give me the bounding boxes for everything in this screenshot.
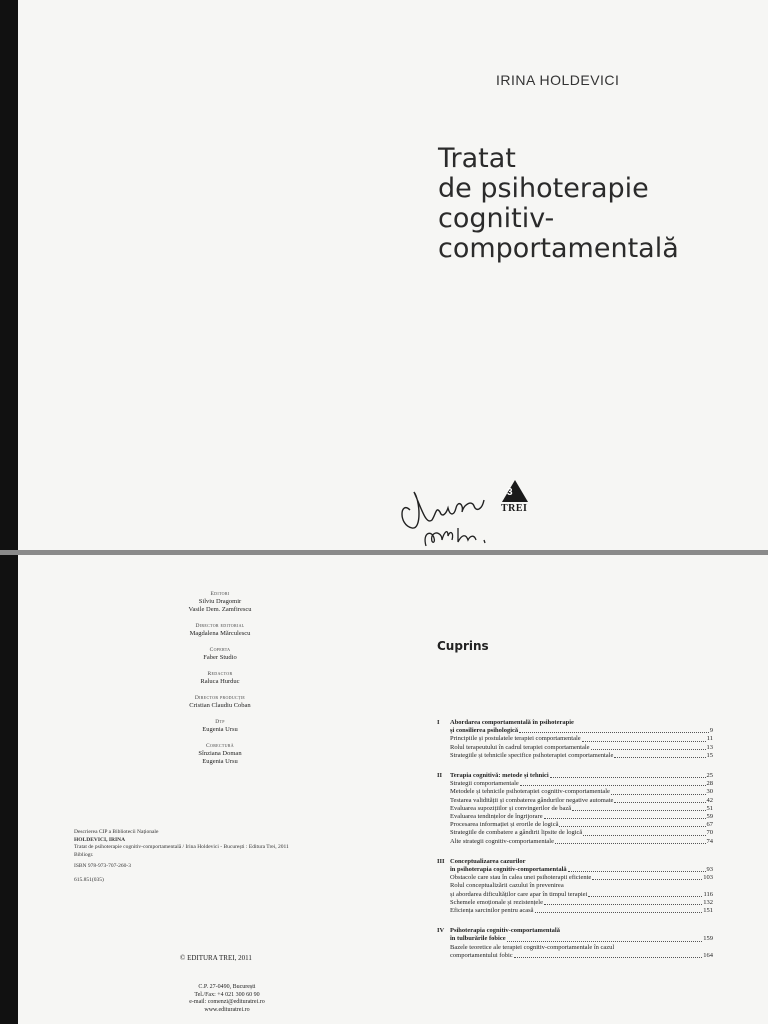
toc-chapter-number: III <box>437 857 445 865</box>
credit-name: Vasile Dem. Zamfirescu <box>188 606 252 613</box>
toc-entry-text: Rolul terapeutului în cadrul terapiei comportamentale <box>450 743 590 751</box>
toc-dot-leader <box>555 838 706 844</box>
toc-page-number: 9 <box>709 727 713 735</box>
toc-entry <box>437 727 713 735</box>
toc-page-number: 15 <box>706 751 713 759</box>
cip-line: Descrierea CIP a Bibliotecii Naționale <box>74 829 159 835</box>
toc-dot-leader <box>550 772 706 778</box>
toc-entry <box>437 838 713 846</box>
contact-line: C.P. 27-0490, București <box>198 984 256 990</box>
toc-chapter-title <box>437 719 713 727</box>
toc-chapter <box>437 858 713 915</box>
toc-dot-leader <box>572 805 705 811</box>
cip-line: HOLDEVICI, IRINA <box>74 836 126 843</box>
title-line: cognitiv- <box>438 203 555 234</box>
title-line: comportamentală <box>438 233 679 264</box>
handwritten-signature <box>392 470 502 550</box>
toc-dot-leader <box>582 735 706 741</box>
toc-entry-text: Alte strategii cognitiv-comportamentale <box>450 837 554 845</box>
scan-edge <box>0 0 18 550</box>
toc-entry-text: Schemele emoționale și rezistențele <box>450 898 543 906</box>
toc-entry-text: Strategiile de combatere a gândirii lipsite de logică <box>450 829 583 837</box>
toc-dot-leader <box>535 907 703 913</box>
toc-dot-leader <box>614 752 705 758</box>
credit-group <box>150 646 290 662</box>
scan-edge <box>0 555 18 1024</box>
toc-dot-leader <box>559 821 705 827</box>
credit-role: Redactor <box>207 671 233 677</box>
credit-group <box>150 718 290 734</box>
toc-entry <box>437 829 713 837</box>
credit-name: Silviu Dragomir <box>198 598 242 605</box>
toc-entry-text: Procesarea informației și erorile de logică <box>450 821 559 829</box>
toc-entry <box>437 907 713 915</box>
toc-chapter <box>437 719 713 760</box>
toc-entry-text: Metodele și tehnicile psihoterapiei cognitiv-comportamentale <box>450 788 610 796</box>
toc-page-number: 151 <box>703 907 713 915</box>
credit-name: Sînziana Doman <box>198 750 242 757</box>
toc-chapter-title-text: Abordarea comportamentală în psihoterapie <box>450 719 574 726</box>
toc-entry-text: Principiile și postulatele terapiei comportamentale <box>450 735 581 743</box>
toc-entry-text: Obstacole care stau în calea unei psihoterapii eficiente <box>450 874 592 882</box>
toc-entry <box>437 891 713 899</box>
toc-entry <box>437 788 713 796</box>
toc-chapter-number: IV <box>437 927 445 935</box>
toc-entry <box>437 899 713 907</box>
copyright-notice: © EDITURA TREI, 2011 <box>180 954 252 962</box>
toc-page-number: 103 <box>703 874 713 882</box>
credit-name: Faber Studio <box>203 654 237 661</box>
toc-chapter <box>437 772 713 846</box>
toc-page-number: 28 <box>706 780 713 788</box>
toc-entry-text: și abordarea dificultăților care apar în timpul terapiei <box>450 890 588 898</box>
toc-entry <box>437 797 713 805</box>
toc-entry <box>437 813 713 821</box>
toc-dot-leader <box>592 874 702 880</box>
toc-entry-text: Strategiile și tehnicile specifice psihoterapiei comportamentale <box>450 751 614 759</box>
toc-entry <box>437 805 713 813</box>
publisher-contact <box>182 984 272 1014</box>
toc-dot-leader <box>611 788 706 794</box>
toc-chapter-title <box>437 927 713 935</box>
book-title <box>438 144 679 264</box>
toc-entry <box>437 944 713 952</box>
toc-dot-leader <box>544 813 706 819</box>
table-of-contents <box>437 719 713 972</box>
toc-dot-leader <box>591 744 706 750</box>
toc-entry-text: Bazele teoretice ale terapiei cognitiv-comportamentale în cazul <box>450 943 615 951</box>
toc-entry-text: Evaluarea supozițiilor și convingerilor de bază <box>450 804 572 812</box>
credit-role: Dtp <box>215 719 225 725</box>
toc-page-number: 74 <box>706 837 713 845</box>
toc-entry-text: comportamentului fobic <box>450 951 513 959</box>
toc-dot-leader <box>519 727 709 733</box>
toc-entry <box>437 780 713 788</box>
triangle-icon <box>498 480 532 504</box>
toc-entry-text: în tulburările fobice <box>450 935 506 943</box>
toc-entry <box>437 952 713 960</box>
publisher-logo <box>498 480 532 520</box>
credit-name: Magdalena Mărculescu <box>189 630 251 637</box>
toc-dot-leader <box>614 797 705 803</box>
toc-page-number: 30 <box>706 788 713 796</box>
toc-entry <box>437 935 713 943</box>
toc-dot-leader <box>588 891 702 897</box>
toc-page-number: 42 <box>706 796 713 804</box>
logo-word: TREI <box>501 503 528 514</box>
credit-group <box>150 742 290 766</box>
toc-entry-text: în psihoterapia cognitiv-comportamentală <box>450 866 567 874</box>
credit-role: Editori <box>210 591 230 597</box>
toc-chapter-title-text: Psihoterapia cognitiv-comportamentală <box>450 927 560 935</box>
credit-group <box>150 590 290 614</box>
toc-chapter-title-text: Conceptualizarea cazurilor <box>450 857 526 865</box>
toc-entry-text: Strategii comportamentale <box>450 780 519 788</box>
toc-chapter-number: II <box>437 772 443 780</box>
contents-heading: Cuprins <box>437 639 489 653</box>
toc-dot-leader <box>544 899 702 905</box>
toc-dot-leader <box>583 829 705 835</box>
toc-page-number: 159 <box>703 935 713 943</box>
toc-entry-text: Testarea validității și combaterea gândurilor negative automate <box>450 796 614 804</box>
credit-role: Director producție <box>194 695 246 701</box>
cip-line: Tratat de psihoterapie cognitiv-comportamentală / Irina Holdevici - București : Editura Trei, 2011 <box>74 844 289 850</box>
credit-group <box>150 670 290 686</box>
cip-line: Bibliogr. <box>74 851 94 858</box>
toc-page-number: 67 <box>706 821 713 829</box>
toc-entry <box>437 752 713 760</box>
credit-role: Coperta <box>209 647 231 653</box>
credits-list <box>150 590 290 774</box>
credit-role: Corectură <box>206 743 234 749</box>
toc-entry <box>437 772 713 780</box>
title-line: Tratat <box>438 143 516 174</box>
toc-entry <box>437 882 713 890</box>
toc-dot-leader <box>568 866 706 872</box>
toc-page-number: 11 <box>706 735 713 743</box>
toc-entry-text: Eficiența sarcinilor pentru acasă <box>450 907 534 915</box>
contact-line: Tel./Fax: +4 021 300 60 90 <box>194 991 260 998</box>
cip-line: 615.851(035) <box>74 876 104 883</box>
toc-entry <box>437 744 713 752</box>
toc-page-number: 70 <box>706 829 713 837</box>
title-line: de psihoterapie <box>438 173 649 204</box>
credit-group <box>150 694 290 710</box>
credit-name: Raluca Hurduc <box>200 678 240 685</box>
toc-entry <box>437 735 713 743</box>
toc-entry-text: și consilierea psihologică <box>450 727 519 735</box>
toc-entry-text: Terapia cognitivă: metode și tehnici <box>450 772 549 780</box>
credit-name: Cristian Claudiu Coban <box>189 702 251 709</box>
cip-line: ISBN 978-973-707-260-3 <box>74 863 131 869</box>
toc-chapter-title <box>437 858 713 866</box>
toc-dot-leader <box>514 952 703 958</box>
toc-page-number: 116 <box>703 890 713 898</box>
toc-entry-text: Rolul conceptualizării cazului în prevenirea <box>450 882 564 890</box>
credit-name: Eugenia Ursu <box>202 726 238 733</box>
toc-dot-leader <box>520 780 706 786</box>
credit-name: Eugenia Ursu <box>202 758 238 765</box>
contact-line: www.edituratrei.ro <box>204 1006 250 1013</box>
toc-entry <box>437 874 713 882</box>
toc-page-number: 13 <box>706 743 713 751</box>
toc-chapter <box>437 927 713 960</box>
toc-dot-leader <box>507 935 703 941</box>
toc-page-number: 93 <box>706 866 713 874</box>
toc-entry <box>437 866 713 874</box>
toc-page-number: 164 <box>703 951 713 959</box>
toc-chapter-number: I <box>437 719 440 726</box>
toc-page-number: 25 <box>706 772 713 780</box>
toc-page-number: 51 <box>706 804 713 812</box>
credit-role: Director editorial <box>195 623 245 629</box>
cip-record <box>74 829 354 884</box>
toc-page-number: 59 <box>706 813 713 821</box>
toc-entry <box>437 821 713 829</box>
logo-number: 3 <box>507 487 513 498</box>
author-name: IRINA HOLDEVICI <box>496 72 620 88</box>
toc-page-number: 132 <box>703 898 713 906</box>
toc-entry-text: Evaluarea tendințelor de îngrijorare <box>450 813 543 821</box>
colophon-contents-page <box>0 555 768 1024</box>
credit-group <box>150 622 290 638</box>
contact-line: e-mail: comenzi@edituratrei.ro <box>189 999 265 1005</box>
